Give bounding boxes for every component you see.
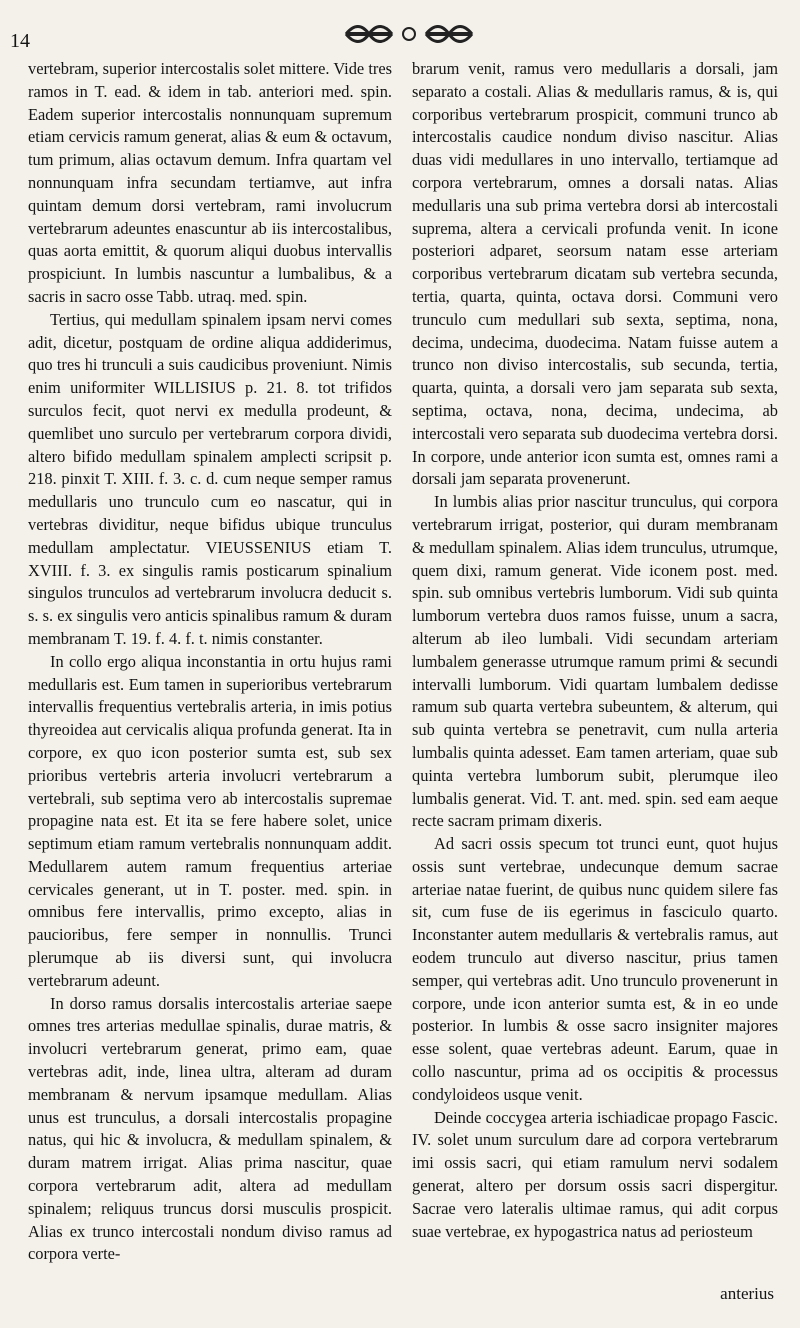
paragraph: Deinde coccygea arteria ischiadicae propago Fascic. IV. solet unum surculum dare ad corpora vertebrarum imi ossis sacri, qui etiam ramulum nervi sodalem generat, altero per dorsum ossis sacri dispergitur. Sacrae vero lateralis ultimae ramus, qui adit corpus suae vertebrae, ex hypogastrica natus ad periosteum: [412, 1107, 778, 1241]
paragraph: Ad sacri ossis specum tot trunci eunt, quot hujus ossis sunt vertebrae, undecunque demum sacrae arteriae natae fuerint, de quibus nunc quidem silere fas sit, cum fuse de iis egerimus in fasciculo quarto. Inconstanter autem medullaris & vertebralis ramus, aut eodem trunculo aut diverso nascitur, prius tamen semper, qui vertebras adit. Uno trunculo provenerunt in corpore, unde icon anterior sumta est, & in eo unde posterior. In lumbis & osse sacro insigniter majores esse solent, quae vertebras adeunt. Earum, quae in collo nascuntur, prima ad os occipitis & processus condyloideos usque venit.: [412, 834, 778, 1104]
page-number: 14: [10, 30, 30, 52]
paragraph: Tertius, qui medullam spinalem ipsam nervi comes adit, dicetur, postquam de ordine aliqua addiderimus, quo tres hi trunculi a suis caudicibus proveniunt. Nimis enim uniformiter WILLISIUS p. 21. 8. tot trifidos surculos fecit, quot nervi ex medulla prodeunt, & quemlibet uno surculo per vertebrarum corpora dividi, altero bifido medullam spinalem amplecti scripsit p. 218. pinxit T. XIII. f. 3. c. d. cum neque semper ramus medullaris uno trunculo cum eo nascatur, qui in vertebras dividitur, neque bifidus ubique trunculus medullam amplectatur. VIEUSSENIUS etiam T. XVIII. f. 3. ex singulis ramis posticarum spinalium singulos trunculos ad vertebrarum involucra deducit s. s. s. ex singulis vero anticis spinalibus ramum & duram membranam T. 19. f. 4. f. t. nimis constanter.: [28, 309, 392, 648]
left-column: [28, 58, 392, 1266]
header-ornament: [344, 20, 474, 48]
right-column: [412, 58, 778, 1243]
center-circle-icon: [402, 27, 416, 41]
paragraph: In collo ergo aliqua inconstantia in ortu hujus rami medullaris est. Eum tamen in superioribus vertebrarum intervallis frequentius vertebralis arteria, in imis potius thyreoidea aut cervicalis aliqua profunda generat. Ita in corpore, ex quo icon posterior sumta est, sub sex prioribus vertebris arteria involucri vertebrarum a vertebrali, sub septima vero ab intercostalis supremae propagine nata est. Et ita se fere habere solet, unice septimum etiam ramum vertebralis nonnunquam addit. Medullarem autem ramum frequentius arteriae cervicales generant, ut in T. poster. med. spin. in omnibus fere intervallis, primo excepto, alias in paucioribus, fere semper in nonnullis. Trunci plerumque ab iis diversi sunt, qui involucra vertebrarum adeunt.: [28, 651, 392, 990]
paragraph: In dorso ramus dorsalis intercostalis arteriae saepe omnes tres arterias medullae spinalis, durae matris, & involucri vertebrarum generat, primo eam, quae vertebras adit, inde, linea ultra, alteram ad duram membranam & nervum ipsamque medullam. Alias unus est trunculus, a dorsali intercostalis propagine natus, qui hic & involucra, & medullam spinalem, & duram matrem irrigat. Alias prima nascitur, quae corpora vertebrarum adit, altera ad medullam spinalem; reliquus truncus dorsi musculis prospicit. Alias ex trunco intercostali nondum diviso ramus ad corpora verte-: [28, 993, 392, 1264]
paragraph: brarum venit, ramus vero medullaris a dorsali, jam separato a costali. Alias & medullaris ramus, & is, qui corporibus vertebrarum prospicit, communi trunco ab intercostalis caudice nondum diviso nascitur. Alias duas vidi medullares in uno intervallo, tertiamque ad corpora vertebrarum, omnes a dorsali natas. Alias medullaris una sub prima vertebra dorsi ab intercostali suprema, altera a cervicali profunda venit. In icone posteriori adparet, seorsum natam esse arteriam corporibus vertebrarum dicatam sub vertebra secunda, tertia, quarta, quinta, octava dorsi. Communi vero trunculo cum medullari sub sexta, septima, nona, decima, undecima, duodecima. Natam fuisse autem a trunco non diviso intercostalis, sub secunda, tertia, quarta, quinta, a dorsali vero jam separata sub sexta, septima, octava, nona, decima, undecima, ab intercostali vero separata sub duodecima vertebra dorsi. In corpore, unde anterior icon sumta est, omnes rami a dorsali jam separata provenerunt.: [412, 59, 778, 489]
paragraph: vertebram, superior intercostalis solet mittere. Vide tres ramos in T. ead. & idem in tab. anteriori med. spin. Eadem superior intercostalis nonnunquam supremum etiam cervicis ramum generat, alias & eum & octavum, tum primum, alias octavum demum. Infra quartam vel nonnunquam infra secundam tertiamve, aut infra quintam demum dorsi vertebram, rami involucrum vertebrarum adeuntes enascuntur ab iis intercostalibus, quas aorta emittit, & quorum aliqui duobus intervallis prospiciunt. In lumbis nascuntur a lumbalibus, & a sacris in sacro osse Tabb. utraq. med. spin.: [28, 59, 392, 306]
paragraph: In lumbis alias prior nascitur trunculus, qui corpora vertebrarum irrigat, posterior, qui duram membranam & medullam spinalem. Alias idem trunculus, utrumque, quem dixi, ramum generat. Vide iconem post. med. spin. sub omnibus vertebris lumborum. Vidi sub quinta lumborum vertebra duos ramos fuisse, unum a sacra, alterum ab ileo lumbali. Vidi secundam arteriam lumbalem generasse utrumque ramum primi & secundi intervalli lumborum. Vidi quartam lumbalem dedisse ramum sub quarta vertebra subeuntem, & alterum, qui sub quinta vertebra se penetravit, cum nulla arteria lumbalis quinta adesset. Eam tamen arteriam, quae sub quinta vertebra lumborum subit, plerumque ileo lumbalis generat. Vid. T. ant. med. spin. sed eam aeque recte sacram primam dixeris.: [412, 492, 778, 831]
left-flourish-icon: [344, 23, 394, 45]
catchword: anterius: [720, 1284, 774, 1303]
right-flourish-icon: [424, 23, 474, 45]
